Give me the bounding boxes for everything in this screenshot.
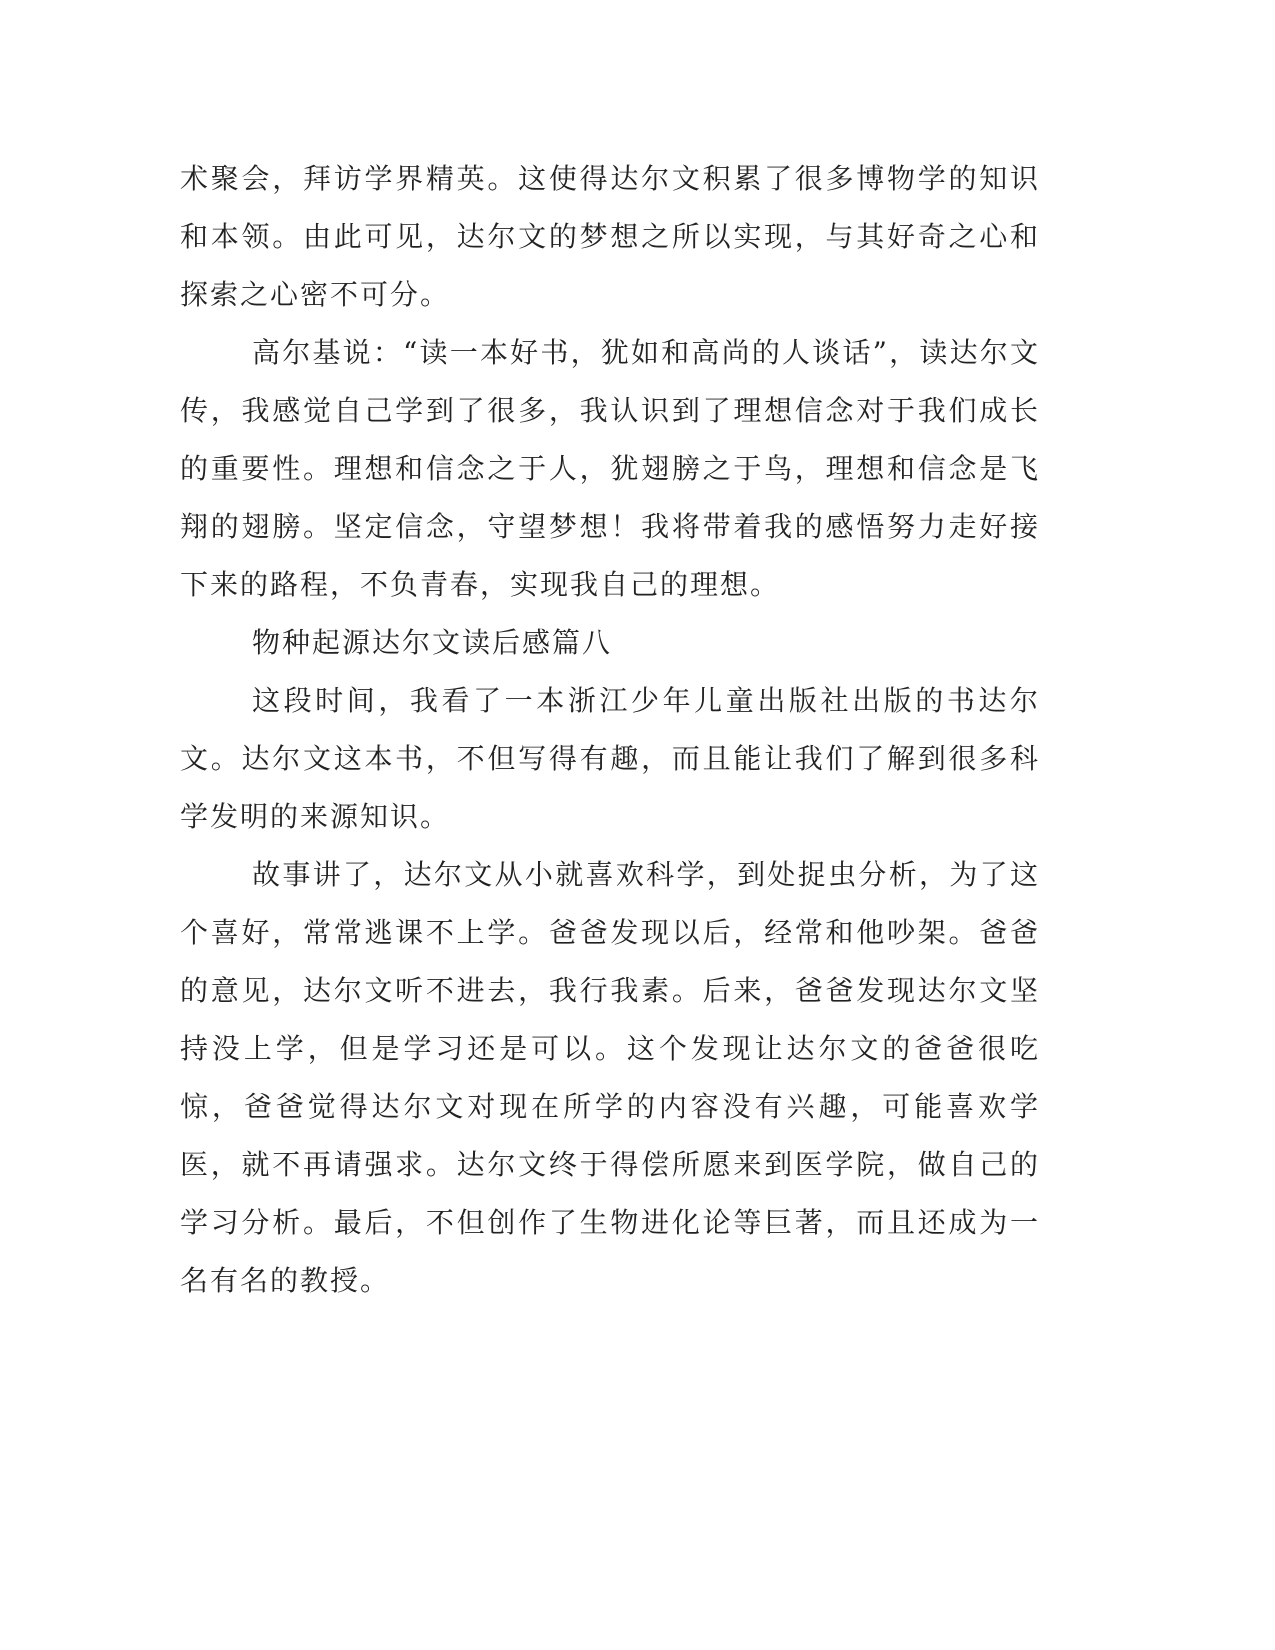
paragraph-story: 故事讲了，达尔文从小就喜欢科学，到处捉虫分析，为了这个喜好，常常逃课不上学。爸爸发现以后，经常和他吵架。爸爸的意见，达尔文听不进去，我行我素。后来，爸爸发现达尔文坚持没上学，但是学习还是可以。这个发现让达尔文的爸爸很吃惊，爸爸觉得达尔文对现在所学的内容没有兴趣，可能喜欢学医，就不再请强求。达尔文终于得偿所愿来到医学院，做自己的学习分析。最后，不但创作了生物进化论等巨著，而且还成为一名有名的教授。 — [180, 858, 1040, 1297]
section-heading: 物种起源达尔文读后感篇八 — [252, 626, 613, 659]
paragraph-gorky-quote: 高尔基说：“读一本好书，犹如和高尚的人谈话”，读达尔文传，我感觉自己学到了很多，我认识到了理想信念对于我们成长的重要性。理想和信念之于人，犹翅膀之于鸟，理想和信念是飞翔的翅膀。坚定信念，守望梦想！我将带着我的感悟努力走好接下来的路程，不负青春，实现我自己的理想。 — [180, 336, 1040, 601]
paragraph-continuation: 术聚会，拜访学界精英。这使得达尔文积累了很多博物学的知识和本领。由此可见，达尔文的梦想之所以实现，与其好奇之心和探索之心密不可分。 — [180, 162, 1040, 311]
paragraph-book-intro: 这段时间，我看了一本浙江少年儿童出版社出版的书达尔文。达尔文这本书，不但写得有趣，而且能让我们了解到很多科学发明的来源知识。 — [180, 684, 1040, 833]
document-page — [180, 150, 1040, 1310]
